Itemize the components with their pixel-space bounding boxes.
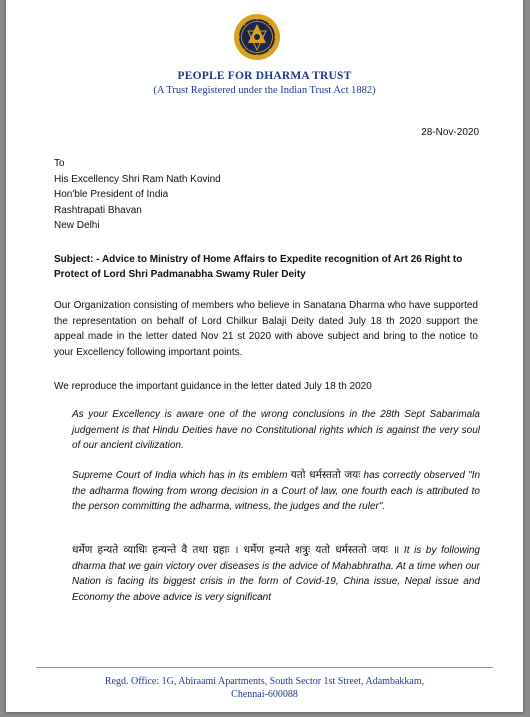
quote-paragraph-1: As your Excellency is aware one of the wrong conclusions in the 28th Sept Sabarimala judgement is that Hindu Deities have no Constitutional rights which is against the very soul of our ancient civilization. xyxy=(72,409,480,452)
quote-paragraph-2 xyxy=(72,468,480,515)
trust-emblem-logo xyxy=(233,13,281,61)
quote3-sanskrit-verse: धर्मेण हन्यते व्याधिः हन्यन्ते वै तथा ग्रहाः । धर्मेण हन्यते शत्रुः यतो धर्मस्ततो जयः ॥ xyxy=(72,544,400,556)
quote2-text-b: has correctly observed "In the adharma flowing from wrong decision in a Court of law, one fourth each is attributed to the person committing the adharma, witness, the judges and the ruler". xyxy=(72,470,480,513)
recipient-city: New Delhi xyxy=(54,220,100,232)
organization-name: PEOPLE FOR DHARMA TRUST xyxy=(177,70,352,82)
recipient-place: Rashtrapati Bhavan xyxy=(54,204,142,216)
letter-subject: Subject: - Advice to Ministry of Home Affairs to Expedite recognition of Art 26 Right to Protect of Lord Shri Padmanabha Swamy Ruler Deity xyxy=(54,254,463,280)
recipient-title: Hon'ble President of India xyxy=(54,189,169,201)
letter-date: 28-Nov-2020 xyxy=(421,127,479,138)
quote-paragraph-3 xyxy=(72,543,480,605)
footer-line-1: Regd. Office: 1G, Abiraami Apartments, South Sector 1st Street, Adambakkam, xyxy=(104,676,425,687)
body-paragraph-1: Our Organization consisting of members who believe in Sanatana Dharma who have supported the representation on behalf of Lord Chilkur Balaji Deity dated July 18 th 2020 support the appeal made in the letter dated Nov 21 st 2020 with above subject and bring to the notice to your Excellency following important points. xyxy=(54,300,478,358)
letter-page xyxy=(6,0,523,712)
quote3-text: It is by following dharma that we gain victory over diseases is the advice of Mahabhratha. At a time when our Nation is facing its biggest crisis in the form of Covid-19, China issue, Nepal issue and Economy the above advice is very significant xyxy=(72,545,480,603)
recipient-name: His Excellency Shri Ram Nath Kovind xyxy=(54,173,221,185)
footer-line-2: Chennai-600088 xyxy=(231,688,298,700)
registered-office-footer xyxy=(46,676,483,701)
body-paragraph-2: We reproduce the important guidance in the letter dated July 18 th 2020 xyxy=(54,381,372,392)
organization-subtitle: (A Trust Registered under the Indian Trust Act 1882) xyxy=(153,85,376,96)
quote2-sanskrit-motto: यतो धर्मस्ततो जयः xyxy=(290,469,361,481)
recipient-to: To xyxy=(54,158,65,169)
footer-divider xyxy=(36,667,493,668)
recipient-address xyxy=(54,156,221,234)
quote2-text-a: Supreme Court of India which has in its emblem xyxy=(72,470,291,481)
